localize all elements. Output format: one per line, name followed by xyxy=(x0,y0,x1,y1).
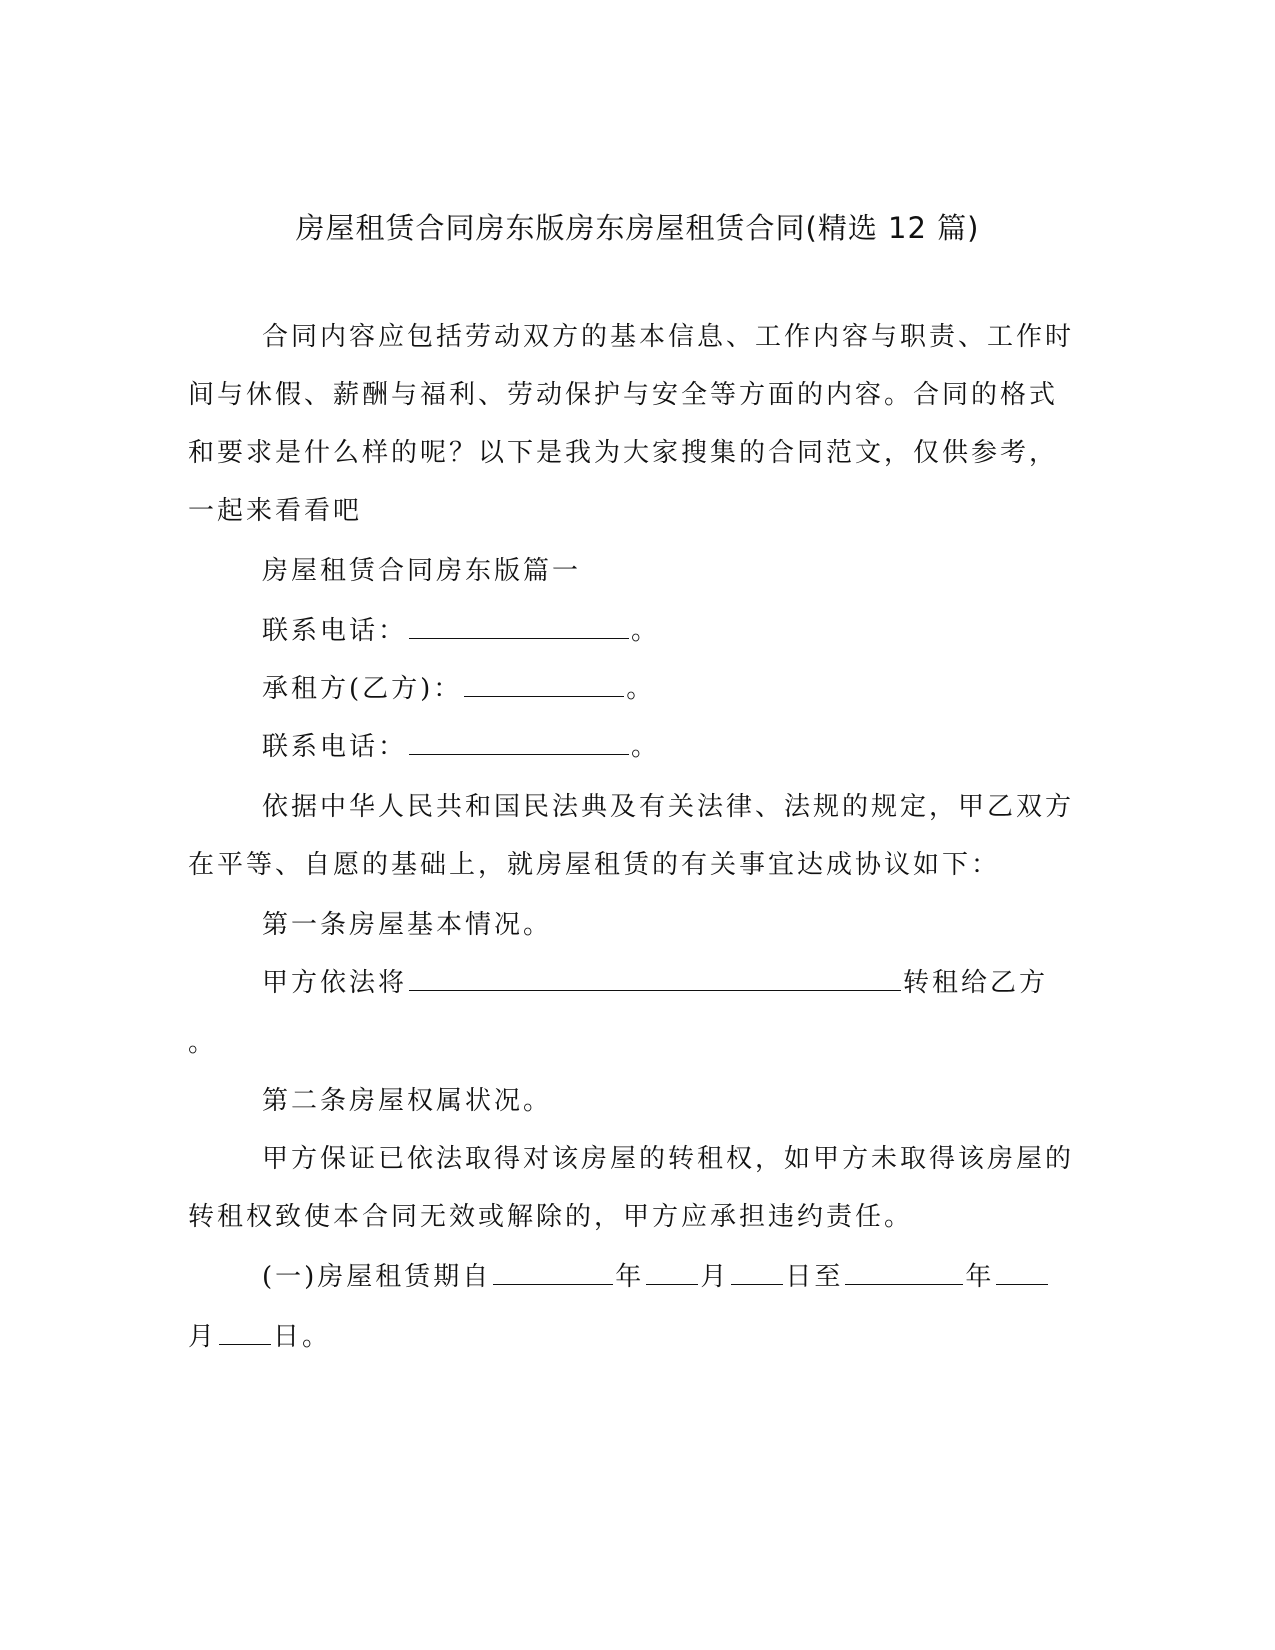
term-line xyxy=(262,1258,1050,1296)
article1-blank xyxy=(409,964,901,991)
term-blank-year2 xyxy=(845,1258,963,1285)
article1-text-start: 甲方依法将 xyxy=(262,968,408,998)
phone-period-1: 。 xyxy=(631,616,661,646)
article1-heading: 第一条房屋基本情况。 xyxy=(262,910,553,940)
term-blank-day2 xyxy=(219,1318,271,1345)
article1-cont: 。 xyxy=(188,1028,218,1058)
phone-field-1 xyxy=(262,612,660,650)
term-blank-year1 xyxy=(493,1258,613,1285)
term-blank-day1 xyxy=(731,1258,783,1285)
phone-field-2 xyxy=(262,728,660,766)
basis-line-1: 依据中华人民共和国民法典及有关法律、法规的规定，甲乙双方 xyxy=(262,792,1075,822)
term-month2: 月 xyxy=(188,1322,218,1352)
article2-line-2: 转租权致使本合同无效或解除的，甲方应承担违约责任。 xyxy=(188,1202,914,1232)
phone-blank-2 xyxy=(409,728,629,755)
term-day1: 日至 xyxy=(785,1262,844,1292)
article1-text xyxy=(262,964,1048,1002)
term-blank-month1 xyxy=(646,1258,698,1285)
tenant-field xyxy=(262,670,655,708)
term-month1: 月 xyxy=(700,1262,730,1292)
phone-label-2: 联系电话： xyxy=(262,732,408,762)
intro-line-4: 一起来看看吧 xyxy=(188,496,363,526)
term-blank-month2 xyxy=(996,1258,1048,1285)
section-heading: 房屋租赁合同房东版篇一 xyxy=(262,556,582,586)
intro-line-3: 和要求是什么样的呢？以下是我为大家搜集的合同范文，仅供参考， xyxy=(188,438,1059,468)
term-line-cont xyxy=(188,1318,331,1356)
intro-line-1: 合同内容应包括劳动双方的基本信息、工作内容与职责、工作时 xyxy=(262,322,1075,352)
article2-heading: 第二条房屋权属状况。 xyxy=(262,1086,553,1116)
phone-period-2: 。 xyxy=(631,732,661,762)
article2-line-1: 甲方保证已依法取得对该房屋的转租权，如甲方未取得该房屋的 xyxy=(262,1144,1075,1174)
intro-line-2: 间与休假、薪酬与福利、劳动保护与安全等方面的内容。合同的格式 xyxy=(188,380,1059,410)
article1-text-end: 转租给乙方 xyxy=(903,968,1049,998)
phone-label-1: 联系电话： xyxy=(262,616,408,646)
tenant-period: 。 xyxy=(626,674,656,704)
phone-blank-1 xyxy=(409,612,629,639)
term-year2: 年 xyxy=(965,1262,995,1292)
tenant-label: 承租方(乙方)： xyxy=(262,674,463,704)
basis-line-2: 在平等、自愿的基础上，就房屋租赁的有关事宜达成协议如下： xyxy=(188,850,1001,880)
term-start: (一)房屋租赁期自 xyxy=(262,1262,492,1292)
tenant-blank xyxy=(464,670,624,697)
document-title: 房屋租赁合同房东版房东房屋租赁合同(精选 12 篇) xyxy=(295,211,980,245)
term-day2: 日。 xyxy=(273,1322,332,1352)
term-year1: 年 xyxy=(615,1262,645,1292)
